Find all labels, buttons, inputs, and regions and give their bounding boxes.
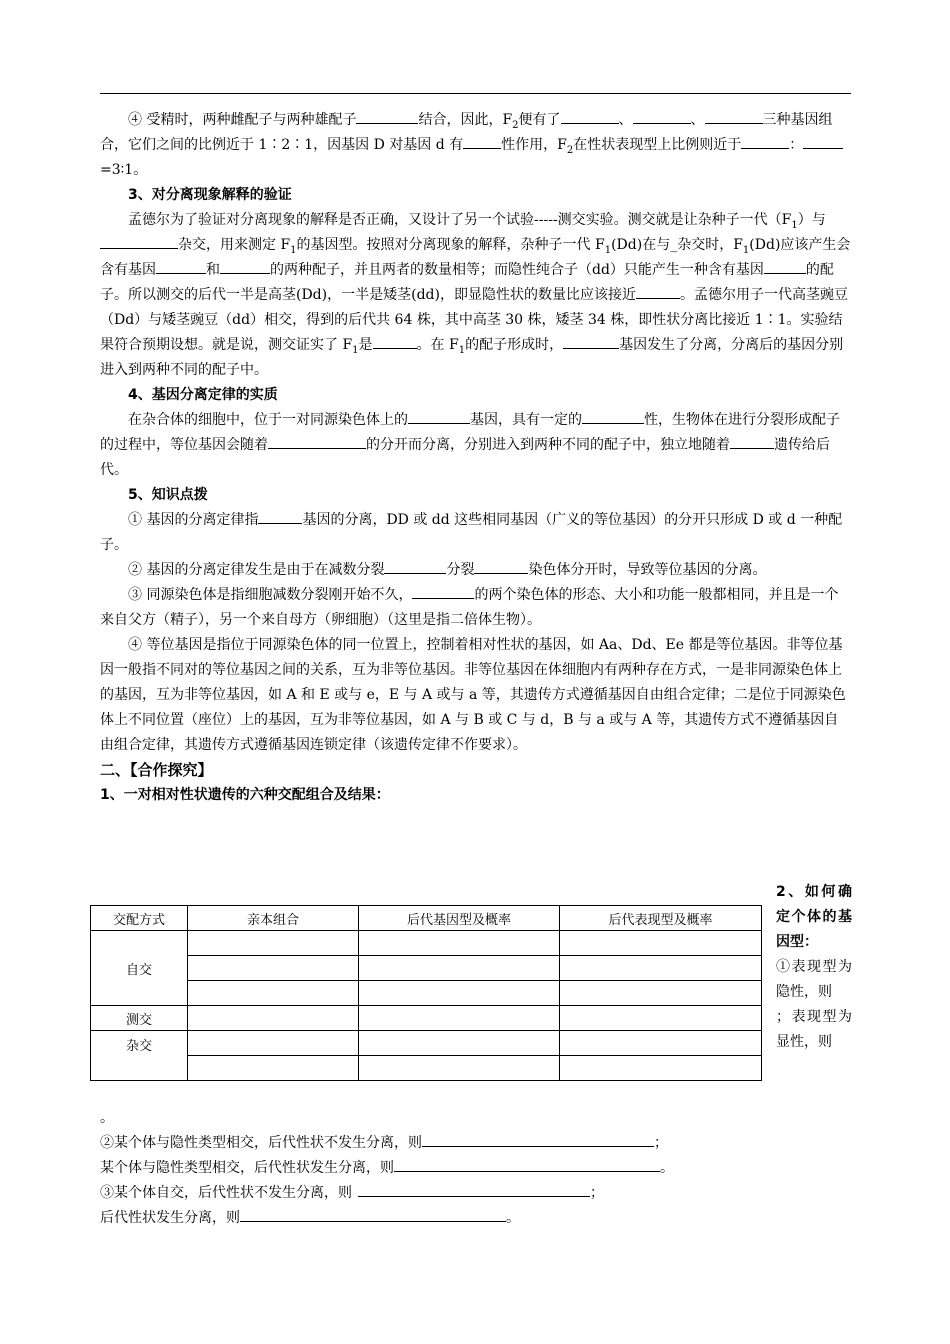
paragraph-fertilization xyxy=(100,108,852,183)
line-3a xyxy=(100,1181,852,1206)
text: 三种基因组合，它们之间的比例近于 1∶2∶1，因基因 D 对基因 d 有 xyxy=(100,112,833,153)
text: 结合，因此，F xyxy=(418,112,513,128)
fill-blank[interactable] xyxy=(474,559,528,574)
fill-blank[interactable] xyxy=(412,584,474,599)
table-cell[interactable] xyxy=(560,1006,762,1031)
table-row xyxy=(91,1056,762,1081)
fill-blank[interactable] xyxy=(803,134,843,149)
text: =3∶1。 xyxy=(100,162,148,178)
text: 。孟德尔用子一代高茎豌豆（Dd）与矮茎豌豆（dd）相交，得到的后代共 64 株，其中高茎 30 株，矮茎 34 株，即性状分离比接近 1∶1。实验结果符合预期设想。就是说，测交证实了 F xyxy=(100,287,848,353)
table-cell[interactable] xyxy=(560,1031,762,1056)
text: ②某个体与隐性类型相交，后代性状不发生分离，则 xyxy=(100,1135,422,1151)
subscript: 2 xyxy=(512,119,519,131)
fill-blank[interactable] xyxy=(422,1132,654,1147)
table-cell[interactable] xyxy=(560,1056,762,1081)
text: 的配子。所以测交的后代一半是高茎(Dd)，一半是矮茎(dd)，即显隐性状的数量比应该接近 xyxy=(100,262,834,303)
fill-blank[interactable] xyxy=(100,234,178,249)
section-heading-5: 5、知识点拨 xyxy=(128,487,208,503)
row-label-cross: 杂交 xyxy=(91,1031,188,1081)
section-heading-cooperative: 二、【合作探究】 xyxy=(100,761,213,779)
question-2-title: 2、如何确定个体的基因型： xyxy=(776,884,852,950)
table-cell[interactable] xyxy=(359,956,560,981)
fill-blank[interactable] xyxy=(356,109,418,124)
fill-blank[interactable] xyxy=(258,509,302,524)
text: 基因，具有一定的 xyxy=(470,412,582,428)
text: 、 xyxy=(618,112,633,128)
main-text xyxy=(100,108,852,808)
table-row xyxy=(91,981,762,1006)
text: 的配子形成时， xyxy=(465,337,564,353)
line-2b xyxy=(100,1156,852,1181)
fill-blank[interactable] xyxy=(561,109,619,124)
text: 在性状表现型上比例则近于 xyxy=(573,137,742,153)
tip-4: ④ 等位基因是指位于同源染色体的同一位置上，控制着相对性状的基因，如 Aa、Dd、Ee 都是等位基因。非等位基因一般指不同对的等位基因之间的关系，互为非等位基因。非等位基因在体细胞内有两种存在方式，一是非同源染色体上的基因，互为非等位基因，如 A 和 E 或与 e，E 与 A 或与 a 等，其遗传方式遵循基因自由组合定律；二是位于同源染色体上不同位置（座位）上的基因，互为非等位基因，如 A 与 B 或 C 与 d，B 与 a 或与 A 等，其遗传方式不遵循基因自由组合定律，其遗传方式遵循基因连锁定律（该遗传定律不作要求）。 xyxy=(100,637,846,753)
fill-blank[interactable] xyxy=(636,284,680,299)
mating-table xyxy=(90,905,762,1081)
fill-blank[interactable] xyxy=(408,409,470,424)
line-2a xyxy=(100,1131,852,1156)
table-row xyxy=(91,931,762,956)
row-label-test: 测交 xyxy=(91,1006,188,1031)
fill-blank[interactable] xyxy=(240,1207,506,1222)
text: 的基因型。按照对分离现象的解释，杂种子一代 F xyxy=(296,237,605,253)
side-text-1: ①表现型为隐性，则 xyxy=(776,959,852,1000)
question-2-lines xyxy=(100,1106,852,1231)
question-1-title: 1、一对相对性状遗传的六种交配组合及结果： xyxy=(100,787,390,803)
fill-blank[interactable] xyxy=(582,409,644,424)
header-genotype: 后代基因型及概率 xyxy=(359,906,560,931)
table-row xyxy=(91,1031,762,1056)
text: ① 基因的分离定律指 xyxy=(128,512,259,528)
text: ）与 xyxy=(797,212,826,228)
text: 便有了 xyxy=(518,112,561,128)
stray-period: 。 xyxy=(100,1110,114,1126)
text: 杂交，用来测定 F xyxy=(178,237,291,253)
text: ③ 同源染色体是指细胞减数分裂刚开始不久， xyxy=(128,587,413,603)
table-cell[interactable] xyxy=(188,1056,359,1081)
table-cell[interactable] xyxy=(359,1006,560,1031)
table-row xyxy=(91,956,762,981)
table-row xyxy=(91,1006,762,1031)
table-cell[interactable] xyxy=(359,981,560,1006)
subscript: 1 xyxy=(742,244,750,256)
table-cell[interactable] xyxy=(359,1056,560,1081)
text: 在杂合体的细胞中，位于一对同源染色体上的 xyxy=(128,412,408,428)
fill-blank[interactable] xyxy=(463,134,501,149)
section-heading-3: 3、对分离现象解释的验证 xyxy=(128,187,292,203)
table-cell[interactable] xyxy=(560,956,762,981)
text: 基因发生了分离，分离后的基因分别进入到两种不同的配子中。 xyxy=(100,337,844,378)
text: 性，生物体在进行分裂形成配子的过程中，等位基因会随着 xyxy=(100,412,840,453)
row-label-self: 自交 xyxy=(91,931,188,1006)
subscript: 1 xyxy=(352,344,359,356)
fill-blank[interactable] xyxy=(705,109,763,124)
subscript: 1 xyxy=(604,244,612,256)
header-rule xyxy=(100,93,851,94)
section-heading-4: 4、基因分离定律的实质 xyxy=(128,387,278,403)
text: 染色体分开时，导致等位基因的分离。 xyxy=(528,562,767,578)
fill-blank[interactable] xyxy=(268,434,366,449)
text: ： xyxy=(789,137,804,153)
table-cell[interactable] xyxy=(188,956,359,981)
fill-blank[interactable] xyxy=(730,434,774,449)
fill-blank[interactable] xyxy=(384,559,446,574)
table-cell[interactable] xyxy=(188,1006,359,1031)
subscript: 1 xyxy=(458,344,466,356)
text: 、 xyxy=(690,112,705,128)
paragraph-testcross xyxy=(100,208,852,383)
text: 。 xyxy=(660,1160,674,1176)
text: 某个体与隐性类型相交，后代性状发生分离，则 xyxy=(100,1160,394,1176)
text: 是 xyxy=(358,337,373,353)
table-cell[interactable] xyxy=(359,931,560,956)
header-phenotype: 后代表现型及概率 xyxy=(560,906,762,931)
text: 孟德尔为了验证对分离现象的解释是否正确，又设计了另一个试验-----测交实验。测交就是让杂种子一代（F xyxy=(128,212,792,228)
table-cell[interactable] xyxy=(188,931,359,956)
text: 的两种配子，并且两者的数量相等；而隐性纯合子（dd）只能产生一种含有基因 xyxy=(270,262,764,278)
text: 遗传给后代。 xyxy=(100,437,830,478)
subscript: 1 xyxy=(290,244,297,256)
text: 和 xyxy=(206,262,220,278)
table-cell[interactable] xyxy=(560,931,762,956)
fill-blank[interactable] xyxy=(156,259,206,274)
text: (Dd)应该产生会含有基因 xyxy=(100,237,851,278)
fill-blank[interactable] xyxy=(394,1157,660,1172)
side-text-2: ；表现型为显性，则 xyxy=(776,1009,852,1050)
fill-blank[interactable] xyxy=(220,259,270,274)
text: 后代性状发生分离，则 xyxy=(100,1210,240,1226)
text: 的分开而分离，分别进入到两种不同的配子中，独立地随着 xyxy=(366,437,730,453)
fill-blank[interactable] xyxy=(741,134,789,149)
tip-3 xyxy=(100,583,852,633)
subscript: 1 xyxy=(791,219,798,231)
tip-1 xyxy=(100,508,852,558)
fill-blank[interactable] xyxy=(764,259,806,274)
tip-2 xyxy=(100,558,852,583)
text: ； xyxy=(654,1135,668,1151)
text: 基因的分离，DD 或 dd 这些相同基因（广义的等位基因）的分开只形成 D 或 d 一种配子。 xyxy=(100,512,843,553)
table-header-row xyxy=(91,906,762,931)
text: 。在 F xyxy=(416,337,459,353)
header-parents: 亲本组合 xyxy=(188,906,359,931)
text: ② 基因的分离定律发生是由于在减数分裂 xyxy=(128,562,385,578)
subscript: 2 xyxy=(566,144,574,156)
header-mating: 交配方式 xyxy=(91,906,188,931)
text: 的两个染色体的形态、大小和功能一般都相同，并且是一个来自父方（精子），另一个来自母方（卵细胞）（这里是指二倍体生物）。 xyxy=(100,587,839,628)
table-cell[interactable] xyxy=(560,981,762,1006)
text: 性作用，F xyxy=(501,137,567,153)
side-question-2 xyxy=(776,880,852,1055)
table-cell[interactable] xyxy=(188,1031,359,1056)
text: ④ 受精时，两种雌配子与两种雄配子 xyxy=(128,112,357,128)
text: 分裂 xyxy=(446,562,475,578)
fill-blank[interactable] xyxy=(633,109,691,124)
fill-blank[interactable] xyxy=(373,334,417,349)
table-cell[interactable] xyxy=(359,1031,560,1056)
text: ； xyxy=(590,1185,604,1201)
table-cell[interactable] xyxy=(188,981,359,1006)
fill-blank[interactable] xyxy=(563,334,619,349)
text: ③某个体自交，后代性状不发生分离，则 xyxy=(100,1185,352,1201)
line-3b xyxy=(100,1206,852,1231)
text: (Dd)在与_杂交时，F xyxy=(611,237,743,253)
text: 。 xyxy=(506,1210,520,1226)
paragraph-essence xyxy=(100,408,852,483)
fill-blank[interactable] xyxy=(358,1182,590,1197)
